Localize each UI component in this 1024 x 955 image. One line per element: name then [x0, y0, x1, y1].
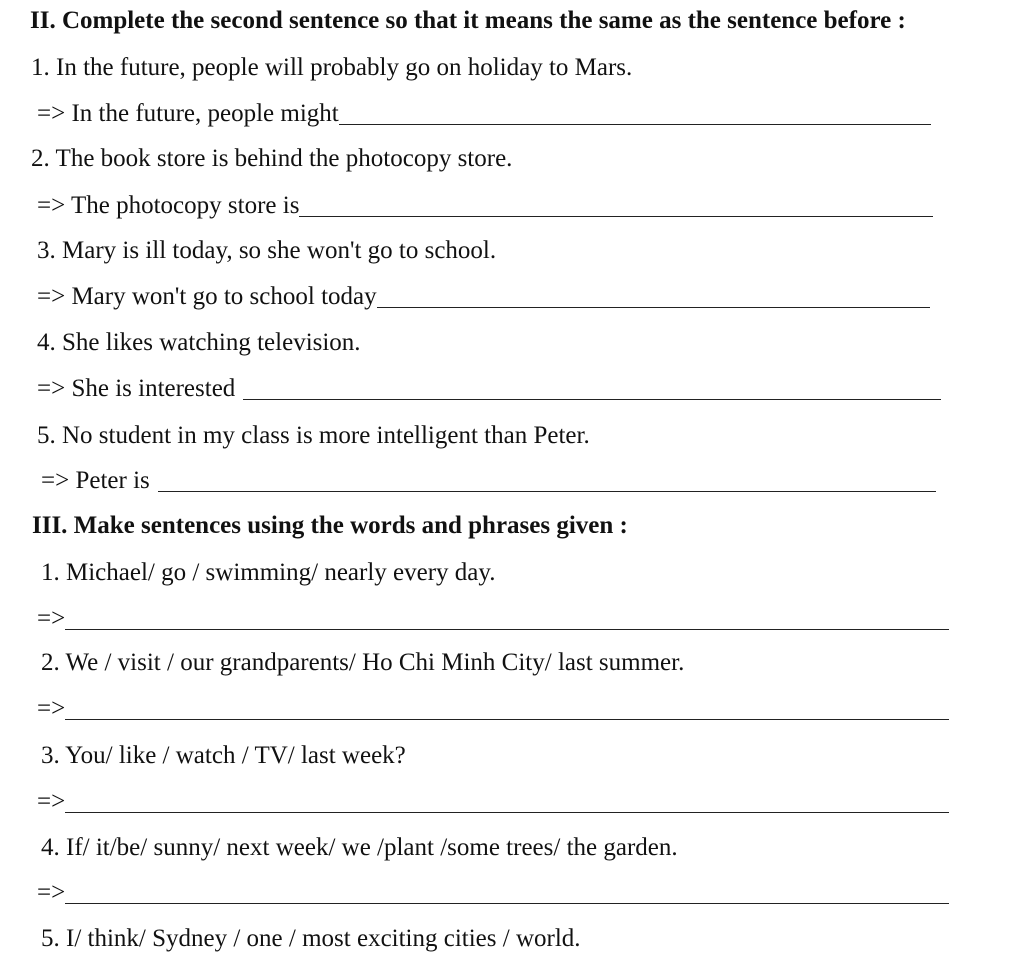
s2-item-2-answer: [37, 191, 933, 221]
s2-item-4-answer-blank[interactable]: [243, 377, 941, 400]
s3-item-2-answer: [37, 694, 949, 724]
s2-item-2-prompt: 2. The book store is behind the photocopy store.: [31, 145, 513, 172]
s3-item-4-answer-start: =>: [37, 879, 66, 906]
section-3-heading: III. Make sentences using the words and phrases given :: [32, 512, 628, 539]
s3-item-1-answer: [37, 604, 949, 634]
s2-item-4-answer-start: => She is interested: [37, 375, 236, 402]
s3-item-4-answer-blank[interactable]: [65, 881, 949, 904]
s2-item-2-answer-blank[interactable]: [299, 194, 933, 217]
s2-item-5-answer-start: => Peter is: [41, 467, 150, 494]
section-2-heading: II. Complete the second sentence so that it means the same as the sentence before :: [30, 7, 906, 34]
s3-item-4-answer: [37, 878, 949, 908]
s2-item-2-answer-start: => The photocopy store is: [37, 192, 300, 219]
s2-item-1-answer-start: => In the future, people might: [37, 100, 339, 127]
s2-item-3-answer-blank[interactable]: [377, 285, 930, 308]
s3-item-3-answer: [37, 787, 949, 817]
s2-item-1-answer: [37, 99, 931, 129]
s3-item-1-answer-start: =>: [37, 605, 66, 632]
s2-item-5-answer-blank[interactable]: [158, 469, 936, 492]
s2-item-4-prompt: 4. She likes watching television.: [37, 329, 361, 356]
s3-item-2-answer-blank[interactable]: [65, 697, 949, 720]
s3-item-3-answer-blank[interactable]: [65, 790, 949, 813]
s2-item-1-answer-blank[interactable]: [339, 102, 931, 125]
s3-item-4-prompt: 4. If/ it/be/ sunny/ next week/ we /plant /some trees/ the garden.: [41, 834, 678, 861]
s2-item-1-prompt: 1. In the future, people will probably go on holiday to Mars.: [31, 54, 633, 81]
s3-item-2-answer-start: =>: [37, 695, 66, 722]
s2-item-5-answer: [41, 466, 936, 496]
s3-item-2-prompt: 2. We / visit / our grandparents/ Ho Chi Minh City/ last summer.: [41, 649, 685, 676]
s2-item-3-prompt: 3. Mary is ill today, so she won't go to school.: [37, 237, 497, 264]
s2-item-5-prompt: 5. No student in my class is more intelligent than Peter.: [37, 422, 590, 449]
s3-item-1-prompt: 1. Michael/ go / swimming/ nearly every day.: [41, 559, 496, 586]
s2-item-3-answer-start: => Mary won't go to school today: [37, 283, 377, 310]
s3-item-3-prompt: 3. You/ like / watch / TV/ last week?: [41, 742, 406, 769]
s2-item-3-answer: [37, 282, 930, 312]
s3-item-1-answer-blank[interactable]: [65, 607, 949, 630]
s2-item-4-answer: [37, 374, 941, 404]
s3-item-3-answer-start: =>: [37, 788, 66, 815]
s3-item-5-prompt: 5. I/ think/ Sydney / one / most exciting cities / world.: [41, 925, 581, 952]
